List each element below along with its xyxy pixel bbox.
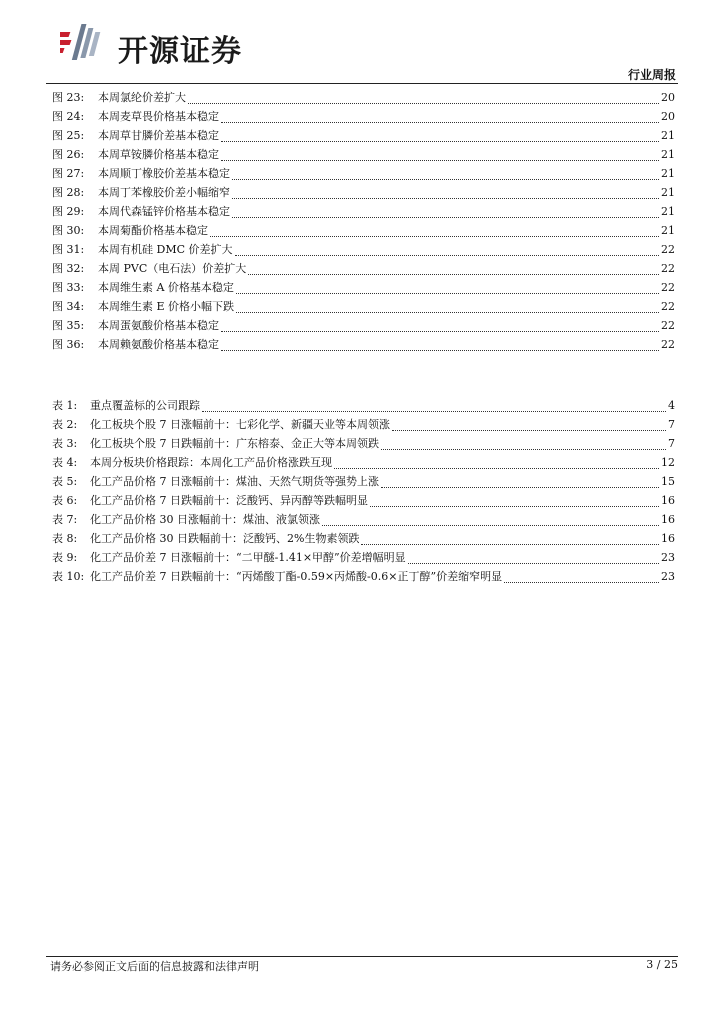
entry-number: 图 34: bbox=[52, 300, 85, 313]
footer-divider bbox=[46, 956, 678, 957]
footer-disclaimer: 请务必参阅正文后面的信息披露和法律声明 bbox=[50, 960, 259, 973]
entry-title: 本周分板块价格跟踪：本周化工产品价格涨跌互现 bbox=[90, 456, 332, 469]
figure-entry[interactable] bbox=[52, 297, 675, 316]
entry-title: 本周顺丁橡胶价差基本稳定 bbox=[98, 167, 230, 180]
figure-entry[interactable] bbox=[52, 107, 675, 126]
dot-leader bbox=[236, 304, 659, 313]
figure-entry[interactable] bbox=[52, 145, 675, 164]
entry-number: 表 4: bbox=[52, 456, 78, 469]
dot-leader bbox=[232, 209, 659, 218]
table-entry[interactable] bbox=[52, 472, 675, 491]
dot-leader bbox=[221, 342, 659, 351]
entry-page: 20 bbox=[661, 91, 675, 104]
entry-title: 化工产品价格 30 日涨幅前十：煤油、液氯领涨 bbox=[90, 513, 320, 526]
entry-title: 本周草甘膦价差基本稳定 bbox=[98, 129, 219, 142]
entry-page: 7 bbox=[668, 418, 675, 431]
entry-page: 20 bbox=[661, 110, 675, 123]
dot-leader bbox=[248, 266, 659, 275]
dot-leader bbox=[381, 441, 666, 450]
entry-title: 本周赖氨酸价格基本稳定 bbox=[98, 338, 219, 351]
entry-page: 22 bbox=[661, 243, 675, 256]
page-indicator: 3 / 25 bbox=[646, 958, 678, 971]
entry-page: 21 bbox=[661, 148, 675, 161]
table-entry[interactable] bbox=[52, 491, 675, 510]
entry-page: 15 bbox=[661, 475, 675, 488]
entry-page: 12 bbox=[661, 456, 675, 469]
figure-list bbox=[52, 88, 675, 354]
entry-number: 图 30: bbox=[52, 224, 85, 237]
entry-number: 图 25: bbox=[52, 129, 85, 142]
entry-number: 表 1: bbox=[52, 399, 78, 412]
dot-leader bbox=[232, 190, 659, 199]
entry-page: 4 bbox=[668, 399, 675, 412]
entry-page: 22 bbox=[661, 300, 675, 313]
entry-page: 22 bbox=[661, 338, 675, 351]
report-type-label: 行业周报 bbox=[627, 68, 676, 82]
header-divider bbox=[46, 83, 678, 84]
entry-number: 表 5: bbox=[52, 475, 78, 488]
dot-leader bbox=[370, 498, 659, 507]
dot-leader bbox=[221, 114, 659, 123]
entry-title: 本周草铵膦价格基本稳定 bbox=[98, 148, 219, 161]
entry-page: 16 bbox=[661, 513, 675, 526]
figure-entry[interactable] bbox=[52, 259, 675, 278]
entry-title: 本周 PVC（电石法）价差扩大 bbox=[98, 262, 247, 275]
entry-number: 表 2: bbox=[52, 418, 78, 431]
entry-number: 图 23: bbox=[52, 91, 85, 104]
entry-number: 图 29: bbox=[52, 205, 85, 218]
company-logo bbox=[60, 20, 300, 69]
table-entry[interactable] bbox=[52, 453, 675, 472]
entry-number: 表 9: bbox=[52, 551, 78, 564]
entry-page: 16 bbox=[661, 494, 675, 507]
entry-title: 化工产品价差 7 日跌幅前十：“丙烯酸丁酯-0.59×丙烯酸-0.6×正丁醇”价差缩窄明显 bbox=[90, 570, 503, 583]
dot-leader bbox=[236, 285, 659, 294]
dot-leader bbox=[322, 517, 659, 526]
entry-title: 本周有机硅 DMC 价差扩大 bbox=[98, 243, 233, 256]
entry-title: 化工板块个股 7 日涨幅前十：七彩化学、新疆天业等本周领涨 bbox=[90, 418, 390, 431]
figure-entry[interactable] bbox=[52, 183, 675, 202]
entry-page: 23 bbox=[661, 551, 675, 564]
dot-leader bbox=[235, 247, 660, 256]
entry-number: 表 8: bbox=[52, 532, 78, 545]
dot-leader bbox=[392, 422, 666, 431]
entry-title: 本周氯纶价差扩大 bbox=[98, 91, 186, 104]
entry-number: 表 6: bbox=[52, 494, 78, 507]
entry-number: 图 31: bbox=[52, 243, 85, 256]
company-name: 开源证券 bbox=[118, 34, 242, 69]
dot-leader bbox=[504, 574, 659, 583]
dot-leader bbox=[210, 228, 659, 237]
entry-page: 21 bbox=[661, 205, 675, 218]
entry-title: 化工产品价差 7 日涨幅前十：“二甲醚-1.41×甲醇”价差增幅明显 bbox=[90, 551, 406, 564]
table-entry[interactable] bbox=[52, 510, 675, 529]
table-entry[interactable] bbox=[52, 434, 675, 453]
entry-number: 图 28: bbox=[52, 186, 85, 199]
entry-number: 表 3: bbox=[52, 437, 78, 450]
entry-title: 本周维生素 A 价格基本稳定 bbox=[98, 281, 234, 294]
entry-number: 图 32: bbox=[52, 262, 85, 275]
dot-leader bbox=[361, 536, 659, 545]
entry-page: 21 bbox=[661, 167, 675, 180]
figure-entry[interactable] bbox=[52, 126, 675, 145]
entry-title: 本周维生素 E 价格小幅下跌 bbox=[98, 300, 235, 313]
entry-number: 图 26: bbox=[52, 148, 85, 161]
entry-number: 图 24: bbox=[52, 110, 85, 123]
entry-title: 本周代森锰锌价格基本稳定 bbox=[98, 205, 230, 218]
table-entry[interactable] bbox=[52, 529, 675, 548]
entry-page: 22 bbox=[661, 262, 675, 275]
dot-leader bbox=[408, 555, 659, 564]
table-entry[interactable] bbox=[52, 548, 675, 567]
table-entry[interactable] bbox=[52, 567, 675, 586]
dot-leader bbox=[381, 479, 659, 488]
dot-leader bbox=[202, 403, 666, 412]
entry-page: 7 bbox=[668, 437, 675, 450]
dot-leader bbox=[188, 95, 659, 104]
entry-number: 图 36: bbox=[52, 338, 85, 351]
entry-number: 图 35: bbox=[52, 319, 85, 332]
dot-leader bbox=[221, 152, 659, 161]
table-entry[interactable] bbox=[52, 415, 675, 434]
table-entry[interactable] bbox=[52, 396, 675, 415]
dot-leader bbox=[221, 323, 659, 332]
entry-title: 化工产品价格 7 日涨幅前十：煤油、天然气期货等强势上涨 bbox=[90, 475, 379, 488]
entry-page: 21 bbox=[661, 224, 675, 237]
figure-entry[interactable] bbox=[52, 164, 675, 183]
figure-entry[interactable] bbox=[52, 335, 675, 354]
company-logo-icon bbox=[60, 22, 112, 62]
figure-entry[interactable] bbox=[52, 240, 675, 259]
entry-page: 16 bbox=[661, 532, 675, 545]
entry-title: 本周丁苯橡胶价差小幅缩窄 bbox=[98, 186, 230, 199]
entry-title: 化工板块个股 7 日跌幅前十：广东榕泰、金正大等本周领跌 bbox=[90, 437, 379, 450]
entry-number: 图 33: bbox=[52, 281, 85, 294]
entry-page: 21 bbox=[661, 186, 675, 199]
dot-leader bbox=[221, 133, 659, 142]
entry-title: 重点覆盖标的公司跟踪 bbox=[90, 399, 200, 412]
table-list bbox=[52, 396, 675, 586]
entry-page: 22 bbox=[661, 319, 675, 332]
entry-number: 表 10: bbox=[52, 570, 85, 583]
figure-entry[interactable] bbox=[52, 202, 675, 221]
entry-page: 21 bbox=[661, 129, 675, 142]
entry-title: 化工产品价格 30 日跌幅前十：泛酸钙、2%生物素领跌 bbox=[90, 532, 360, 545]
figure-entry[interactable] bbox=[52, 278, 675, 297]
entry-page: 23 bbox=[661, 570, 675, 583]
figure-entry[interactable] bbox=[52, 221, 675, 240]
dot-leader bbox=[334, 460, 659, 469]
entry-number: 表 7: bbox=[52, 513, 78, 526]
entry-number: 图 27: bbox=[52, 167, 85, 180]
figure-entry[interactable] bbox=[52, 316, 675, 335]
entry-title: 本周蛋氨酸价格基本稳定 bbox=[98, 319, 219, 332]
entry-title: 本周麦草畏价格基本稳定 bbox=[98, 110, 219, 123]
figure-entry[interactable] bbox=[52, 88, 675, 107]
entry-page: 22 bbox=[661, 281, 675, 294]
entry-title: 化工产品价格 7 日跌幅前十：泛酸钙、异丙醇等跌幅明显 bbox=[90, 494, 368, 507]
dot-leader bbox=[232, 171, 659, 180]
entry-title: 本周菊酯价格基本稳定 bbox=[98, 224, 208, 237]
